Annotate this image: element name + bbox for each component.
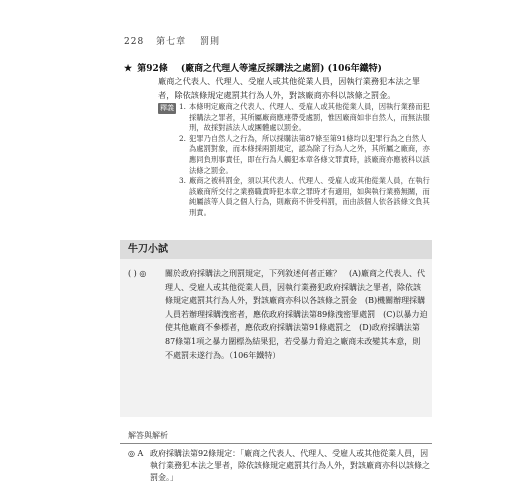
answer-body (120, 448, 432, 484)
article-number: 第92條 (137, 64, 168, 74)
article-year-note: (106年鐵特) (327, 64, 382, 74)
question-text: 關於政府採購法之刑罰規定，下列敘述何者正確？ (A)廠商之代表人、代理人、受雇人或其他從業人員，因執行業務犯政府採購法之罪者，除依該條規定處罰其行為人外，對該廠商亦科以各該條之罰金 (B)機關辦理採購人員若辦理採購洩密者，應依政府採購法第89條洩密罪處罰 (C)以暴力迫使其他廠商不參標者，應依政府採購法第91條處罰之 (D)政府採購法第87條第1項之暴力圍標為結果犯，若受暴力脅迫之廠商未改變其本意，則不處罰未遂行為。（106年鐵特） (165, 269, 428, 360)
note-item (179, 176, 431, 218)
article-heading (124, 61, 382, 74)
note-text: 犯罪乃自然人之行為，所以採購法第87條至第91條均以犯罪行為之自然人為處罰對象，而本條採兩罰規定，認為除了行為人之外，其所屬之廠商，亦應同負刑事責任，即在行為人觸犯本章各條文罪責時，該廠商亦應被科以該法條之罰金。 (189, 133, 430, 175)
answer-blank: ( ) ◎ (128, 269, 147, 278)
chapter-label: 第七章 (156, 37, 187, 47)
answer-text: 政府採購法第92條規定：「廠商之代表人、代理人、受雇人或其他從業人員，因執行業務犯本法之罪者，除依該條規定處罰其行為人外，對該廠商亦科以該條之罰金。」 (150, 449, 430, 482)
answer-mark: ◎ A (128, 449, 144, 458)
article-title: (廠商之代理人等違反採購法之處罰) (180, 64, 325, 74)
page-number: 228 (124, 37, 145, 47)
note-text: 廠商之被科罰金，須以其代表人、代理人、受雇人或其他從業人員，在執行該廠商所交付之業務職責時犯本章之罪時才有適用，如與執行業務無關，而純屬該等人員之個人行為，則廠商不併受科罰，而由該個人依各該條文負其刑責。 (189, 176, 430, 217)
running-header (124, 34, 220, 47)
note-item (179, 134, 431, 176)
practice-box (120, 240, 432, 417)
answer-section (120, 420, 432, 484)
answer-heading: 解答與解析 (128, 431, 168, 440)
star-icon: ★ (124, 64, 133, 74)
chapter-title: 罰則 (199, 37, 220, 47)
article-text: 廠商之代表人、代理人、受雇人或其他從業人員，因執行業務犯本法之罪者，除依該條規定處罰其行為人外，對該廠商亦科以該條之罰金。 (158, 76, 421, 100)
practice-heading: 牛刀小試 (120, 240, 432, 259)
answer-divider (120, 443, 432, 444)
note-number: 1. (179, 102, 186, 111)
note-number: 3. (179, 176, 186, 186)
notes-tag: 釋義 (160, 104, 174, 112)
notes-list (179, 102, 431, 219)
practice-question (128, 267, 428, 362)
note-text: 本條明定廠商之代表人、代理人、受雇人或其他從業人員，因執行業務而犯採購法之罪者，其所屬廠商應連帶受處罰，惟因廠商如非自然人，而無法服刑，故採對該法人或團體處以罰金。 (189, 102, 430, 133)
note-number: 2. (179, 133, 186, 143)
note-item (179, 102, 431, 134)
